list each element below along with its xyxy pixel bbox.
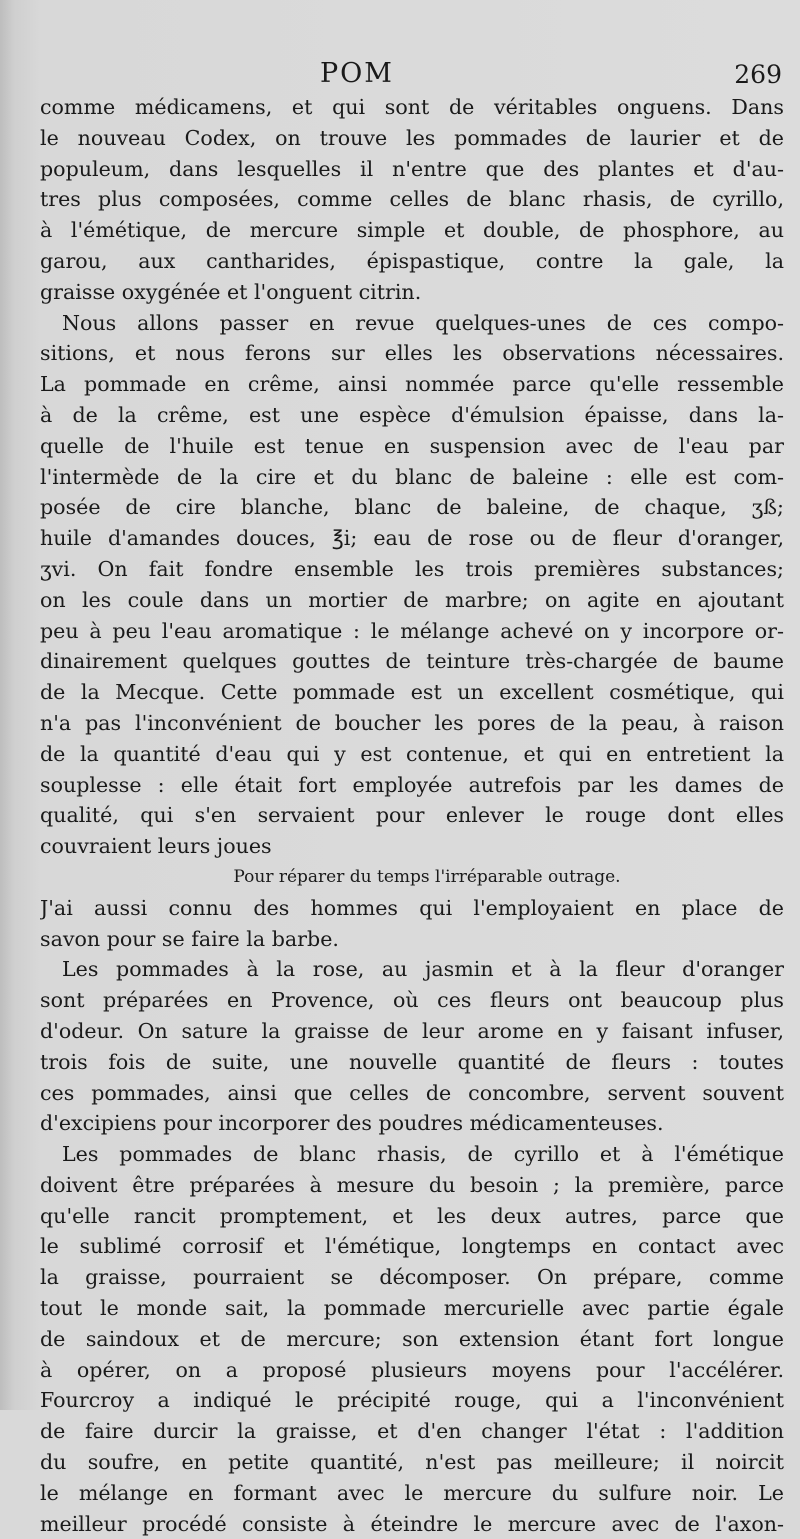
text-line: trois fois de suite, une nouvelle quantité de fleurs : toutes (40, 1049, 784, 1074)
text-line: sitions, et nous ferons sur elles les observations nécessaires. (40, 341, 784, 366)
text-line: de la Mecque. Cette pommade est un excellent cosmétique, qui (40, 680, 784, 705)
text-line: La pommade en crême, ainsi nommée parce qu'elle ressemble (40, 372, 784, 397)
text-line: posée de cire blanche, blanc de baleine, de chaque, ʒß; (40, 495, 784, 520)
text-line: on les coule dans un mortier de marbre; on agite en ajoutant (40, 587, 784, 612)
text-line: la graisse, pourraient se décomposer. On prépare, comme (40, 1265, 784, 1290)
text-line: ces pommades, ainsi que celles de concombre, servent souvent (40, 1080, 784, 1105)
text-line: qu'elle rancit promptement, et les deux autres, parce que (40, 1203, 784, 1228)
text-line: de faire durcir la graisse, et d'en changer l'état : l'addition (40, 1419, 784, 1444)
text-line: à opérer, on a proposé plusieurs moyens pour l'accélérer. (40, 1357, 784, 1382)
text-line: peu à peu l'eau aromatique : le mélange achevé on y incorpore or- (40, 618, 784, 643)
body-text (40, 92, 784, 1539)
text-line: n'a pas l'inconvénient de boucher les pores de la peau, à raison (40, 710, 784, 735)
text-line: comme médicamens, et qui sont de véritables onguens. Dans (40, 95, 784, 119)
text-line: graisse oxygénée et l'onguent citrin. (40, 279, 422, 304)
text-line: J'ai aussi connu des hommes qui l'employaient en place de (40, 895, 784, 920)
text-line: meilleur procédé consiste à éteindre le mercure avec de l'axon- (40, 1511, 784, 1536)
text-line: huile d'amandes douces, ℥i; eau de rose ou de fleur d'oranger, (40, 526, 784, 551)
text-line: d'excipiens pour incorporer des poudres médicamenteuses. (40, 1111, 664, 1136)
text-line: tout le monde sait, la pommade mercurielle avec partie égale (40, 1296, 784, 1321)
text-line: Les pommades de blanc rhasis, de cyrillo et à l'émétique (62, 1142, 784, 1167)
text-line: l'intermède de la cire et du blanc de baleine : elle est com- (40, 464, 784, 489)
text-line: d'odeur. On sature la graisse de leur arome en y faisant infuser, (40, 1018, 784, 1043)
text-line: doivent être préparées à mesure du besoin ; la première, parce (40, 1172, 784, 1197)
text-line: sont préparées en Provence, où ces fleurs ont beaucoup plus (40, 988, 784, 1013)
running-head: POM (320, 58, 394, 89)
text-line: le sublimé corrosif et l'émétique, longtemps en contact avec (40, 1234, 784, 1259)
text-line: couvraient leurs joues (40, 834, 272, 859)
text-line: qualité, qui s'en servaient pour enlever le rouge dont elles (40, 803, 784, 828)
text-line: à l'émétique, de mercure simple et double, de phosphore, au (40, 218, 784, 243)
text-line: le nouveau Codex, on trouve les pommades de laurier et de (40, 125, 784, 150)
text-line: le mélange en formant avec le mercure du sulfure noir. Le (40, 1480, 784, 1505)
text-line: dinairement quelques gouttes de teinture très-chargée de baume (40, 649, 784, 674)
text-line: garou, aux cantharides, épispastique, contre la gale, la (40, 248, 784, 273)
text-line: de saindoux et de mercure; son extension étant fort longue (40, 1326, 784, 1351)
text-line: savon pour se faire la barbe. (40, 926, 339, 951)
text-line: de la quantité d'eau qui y est contenue, et qui en entretient la (40, 741, 784, 766)
text-line: souplesse : elle était fort employée autrefois par les dames de (40, 772, 784, 797)
page-number: 269 (734, 60, 782, 89)
text-line: Fourcroy a indiqué le précipité rouge, qui a l'inconvénient (40, 1388, 784, 1413)
text-line: tres plus composées, comme celles de blanc rhasis, de cyrillo, (40, 187, 784, 212)
text-line: à de la crême, est une espèce d'émulsion épaisse, dans la- (40, 402, 784, 427)
text-line: Les pommades à la rose, au jasmin et à la fleur d'oranger (62, 957, 784, 982)
text-line: ʒvi. On fait fondre ensemble les trois premières substances; (40, 556, 784, 581)
text-line: populeum, dans lesquelles il n'entre que des plantes et d'au- (40, 156, 784, 181)
text-line: quelle de l'huile est tenue en suspension avec de l'eau par (40, 433, 784, 458)
text-line: Nous allons passer en revue quelques-unes de ces compo- (62, 310, 784, 335)
quoted-verse: Pour réparer du temps l'irréparable outrage. (233, 866, 621, 887)
text-line: du soufre, en petite quantité, n'est pas meilleure; il noircit (40, 1450, 784, 1475)
